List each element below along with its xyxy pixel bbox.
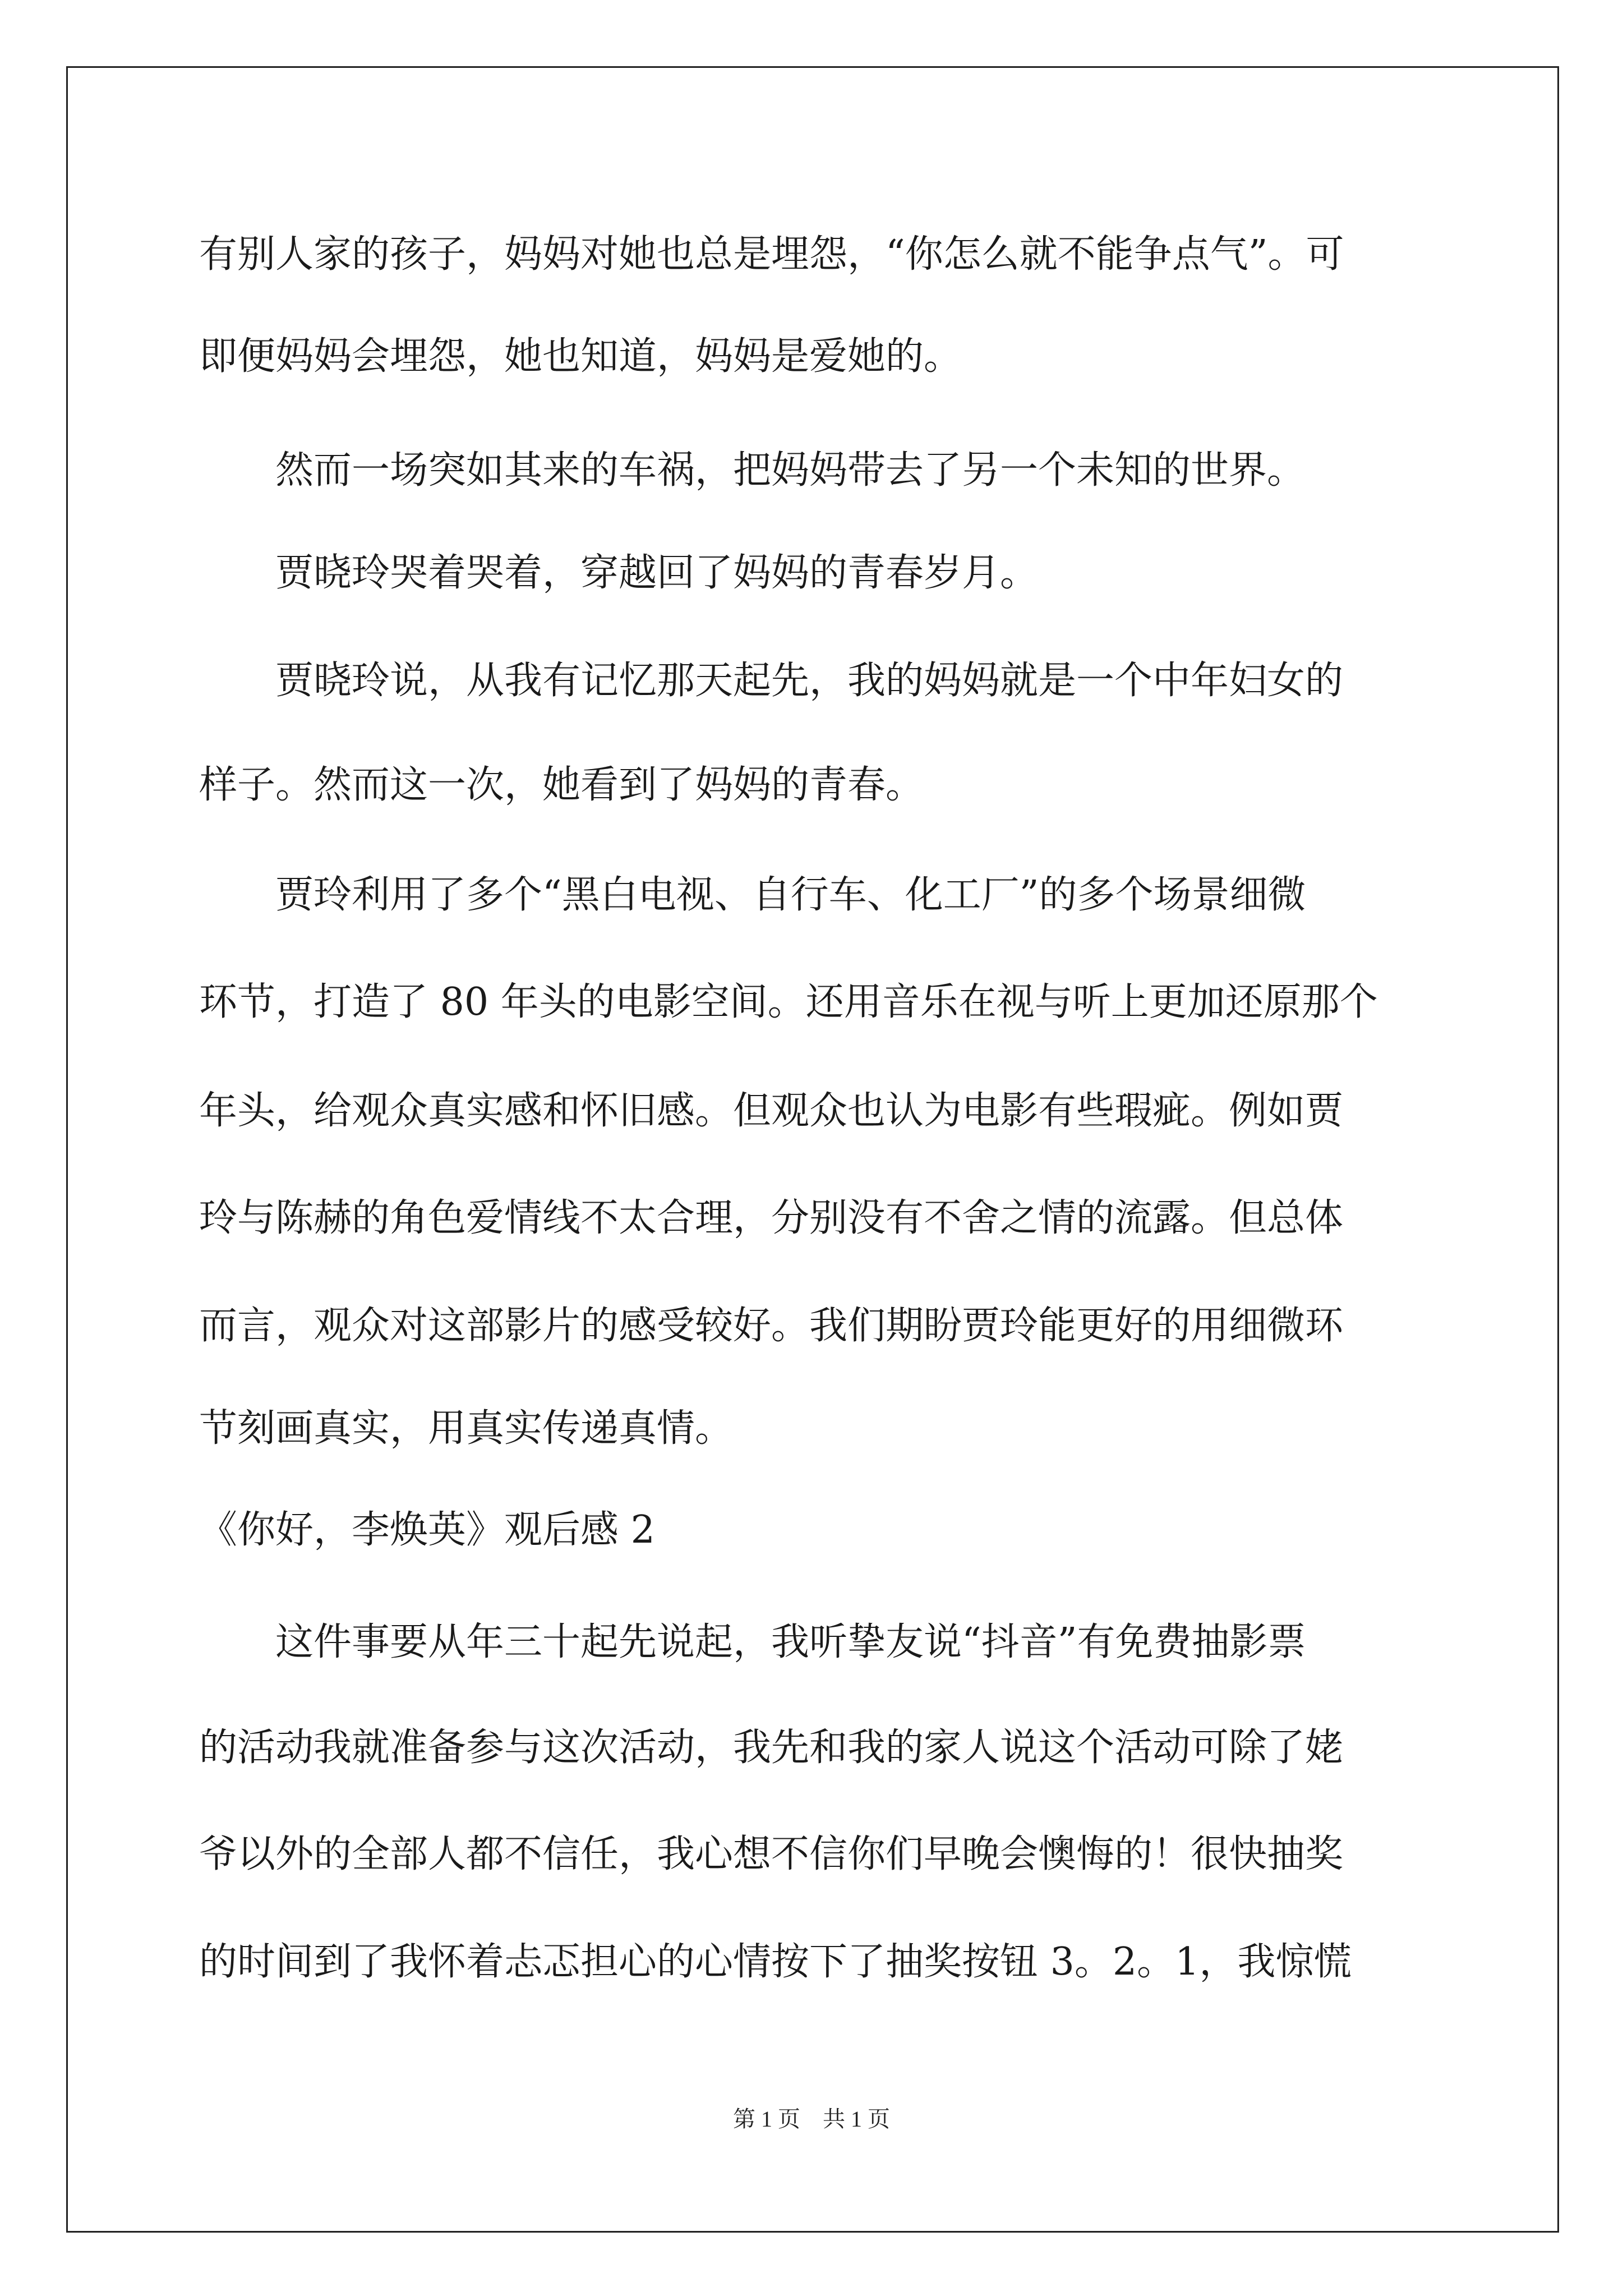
text-line: 的活动我就准备参与这次活动，我先和我的家人说这个活动可除了姥 [199, 1726, 1344, 1770]
text-line: 即便妈妈会埋怨，她也知道，妈妈是爱她的。 [199, 334, 962, 379]
text-line: 的时间到了我怀着忐忑担心的心情按下了抽奖按钮 3。2。1，我惊慌 [199, 1940, 1352, 1984]
text-line: 而言，观众对这部影片的感受较好。我们期盼贾玲能更好的用细微环 [199, 1304, 1344, 1348]
page-border [66, 66, 1559, 2233]
text-line: 爷以外的全部人都不信任，我心想不信你们早晚会懊悔的！很快抽奖 [199, 1832, 1344, 1876]
text-line: 贾晓玲说，从我有记忆那天起先，我的妈妈就是一个中年妇女的 [199, 659, 1344, 703]
text-line: 样子。然而这一次，她看到了妈妈的青春。 [199, 763, 924, 807]
text-line: 然而一场突如其来的车祸，把妈妈带去了另一个未知的世界。 [199, 448, 1306, 493]
text-line: 玲与陈赫的角色爱情线不太合理，分别没有不舍之情的流露。但总体 [199, 1196, 1344, 1240]
text-line: 年头，给观众真实感和怀旧感。但观众也认为电影有些瑕疵。例如贾 [199, 1089, 1344, 1133]
text-line: 贾玲利用了多个“黑白电视、自行车、化工厂”的多个场景细微 [199, 873, 1306, 917]
section-heading: 《你好，李焕英》观后感 2 [199, 1508, 655, 1552]
text-line: 有别人家的孩子，妈妈对她也总是埋怨，“你怎么就不能争点气”。可 [199, 232, 1344, 277]
text-line: 节刻画真实，用真实传递真情。 [199, 1406, 734, 1451]
page-number-footer: 第 1 页 共 1 页 [733, 2106, 890, 2132]
text-line: 贾晓玲哭着哭着，穿越回了妈妈的青春岁月。 [199, 551, 1039, 595]
text-line: 环节，打造了 80 年头的电影空间。还用音乐在视与听上更加还原那个 [199, 980, 1378, 1024]
text-line: 这件事要从年三十起先说起，我听挚友说“抖音”有免费抽影票 [199, 1620, 1306, 1664]
